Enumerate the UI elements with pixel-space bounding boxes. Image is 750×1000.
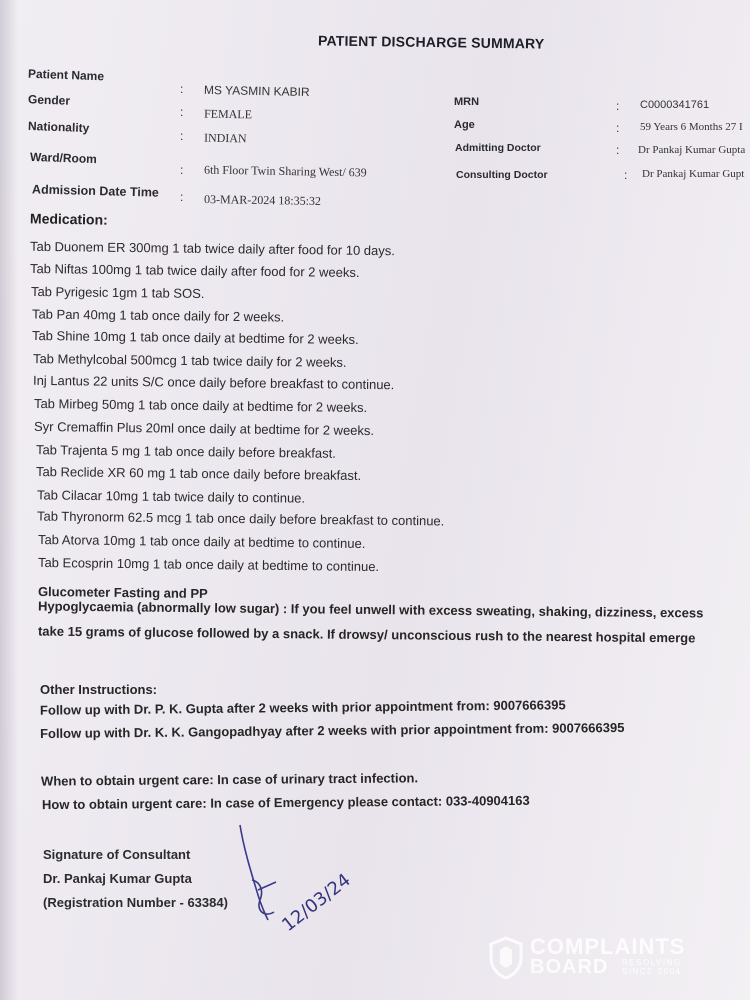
follow-up-gangopadhyay: Follow up with Dr. K. K. Gangopadhyay after 2 weeks with prior appointment from: 9007666395 <box>39 719 625 742</box>
medication-item: Tab Duonem ER 300mg 1 tab twice daily after food for 10 days. <box>29 238 395 259</box>
medication-item: Tab Trajenta 5 mg 1 tab once daily before breakfast. <box>35 442 336 461</box>
medication-item: Tab Thyronorm 62.5 mcg 1 tab once daily before breakfast to continue. <box>36 508 445 529</box>
gender-value: FEMALE <box>203 106 253 122</box>
gender-label: Gender <box>27 92 71 108</box>
watermark-word-complaints: COMPLAINTS <box>530 934 686 959</box>
watermark-tagline <box>622 958 682 976</box>
gender-colon: : <box>180 105 184 119</box>
watermark-tagline-2: SINCE 2004 <box>622 967 682 976</box>
mrn-colon: : <box>616 99 620 113</box>
glucometer-note: Glucometer Fasting and PP <box>37 583 208 602</box>
medication-item: Tab Atorva 10mg 1 tab once daily at bedtime to continue. <box>37 532 366 551</box>
consultant-name: Dr. Pankaj Kumar Gupta <box>43 871 192 886</box>
document-title: PATIENT DISCHARGE SUMMARY <box>317 32 545 52</box>
patient-name-label: Patient Name <box>27 66 105 84</box>
age-label: Age <box>454 119 475 131</box>
age-colon: : <box>616 121 620 135</box>
urgent-care-how: How to obtain urgent care: In case of Emergency please contact: 033-40904163 <box>41 792 530 813</box>
nationality-value: INDIAN <box>203 130 247 146</box>
urgent-care-when: When to obtain urgent care: In case of urinary tract infection. <box>40 770 419 789</box>
ward-room-colon: : <box>180 163 184 177</box>
hypoglycaemia-line-2: take 15 grams of glucose followed by a snack. If drowsy/ unconscious rush to the nearest hospital emerge <box>37 623 696 646</box>
consulting-doctor-label: Consulting Doctor <box>456 169 548 181</box>
patient-name-value: MS YASMIN KABIR <box>203 82 310 100</box>
admission-date-label: Admission Date Time <box>31 182 160 200</box>
registration-number: (Registration Number - 63384) <box>43 895 228 910</box>
medication-item: Syr Cremaffin Plus 20ml once daily at bedtime for 2 weeks. <box>33 418 375 439</box>
shield-icon <box>488 936 524 980</box>
medication-item: Tab Ecosprin 10mg 1 tab once daily at bedtime to continue. <box>37 554 380 575</box>
age-value: 59 Years 6 Months 27 I <box>640 121 743 133</box>
handwritten-signature <box>230 820 390 940</box>
watermark-word-board: BOARD <box>530 956 609 978</box>
medication-item: Tab Pan 40mg 1 tab once daily for 2 weeks. <box>31 306 285 325</box>
page-edge-shadow <box>0 0 18 1000</box>
other-instructions-heading: Other Instructions: <box>40 682 158 697</box>
ward-room-value: 6th Floor Twin Sharing West/ 639 <box>203 162 367 180</box>
medication-item: Tab Niftas 100mg 1 tab twice daily after food for 2 weeks. <box>29 260 360 281</box>
medication-item: Tab Cilacar 10mg 1 tab twice daily to continue. <box>36 487 306 506</box>
hypoglycaemia-line-1: Hypoglycaemia (abnormally low sugar) : If you feel unwell with excess sweating, shaking, dizziness, excess <box>37 598 704 621</box>
signature-label: Signature of Consultant <box>43 847 191 862</box>
nationality-colon: : <box>180 129 184 143</box>
medication-item: Tab Reclide XR 60 mg 1 tab once daily before breakfast. <box>35 464 362 483</box>
admitting-doctor-label: Admitting Doctor <box>455 142 541 154</box>
follow-up-gupta: Follow up with Dr. P. K. Gupta after 2 weeks with prior appointment from: 9007666395 <box>39 697 566 718</box>
admission-date-value: 03-MAR-2024 18:35:32 <box>203 191 322 209</box>
complaints-board-watermark <box>488 934 718 984</box>
ward-room-label: Ward/Room <box>29 149 98 167</box>
watermark-tagline-1: RESOLVING <box>622 958 682 967</box>
mrn-value: C0000341761 <box>640 99 710 111</box>
handwritten-date: 12/03/24 <box>278 869 355 936</box>
medication-item: Tab Methylcobal 500mcg 1 tab twice daily for 2 weeks. <box>32 351 347 370</box>
mrn-label: MRN <box>454 96 480 108</box>
nationality-label: Nationality <box>27 118 90 136</box>
patient-name-colon: : <box>180 82 184 96</box>
admission-date-colon: : <box>180 190 184 204</box>
admitting-doctor-colon: : <box>616 143 620 157</box>
medication-item: Inj Lantus 22 units S/C once daily before breakfast to continue. <box>32 372 395 393</box>
medication-item: Tab Mirbeg 50mg 1 tab once daily at bedtime for 2 weeks. <box>33 395 368 416</box>
medication-item: Tab Shine 10mg 1 tab once daily at bedtime for 2 weeks. <box>31 328 359 347</box>
medication-heading: Medication: <box>29 210 108 228</box>
medication-item: Tab Pyrigesic 1gm 1 tab SOS. <box>30 283 205 302</box>
consulting-doctor-colon: : <box>624 168 628 182</box>
consulting-doctor-value: Dr Pankaj Kumar Gupt <box>642 168 745 180</box>
admitting-doctor-value: Dr Pankaj Kumar Gupta <box>638 144 746 156</box>
